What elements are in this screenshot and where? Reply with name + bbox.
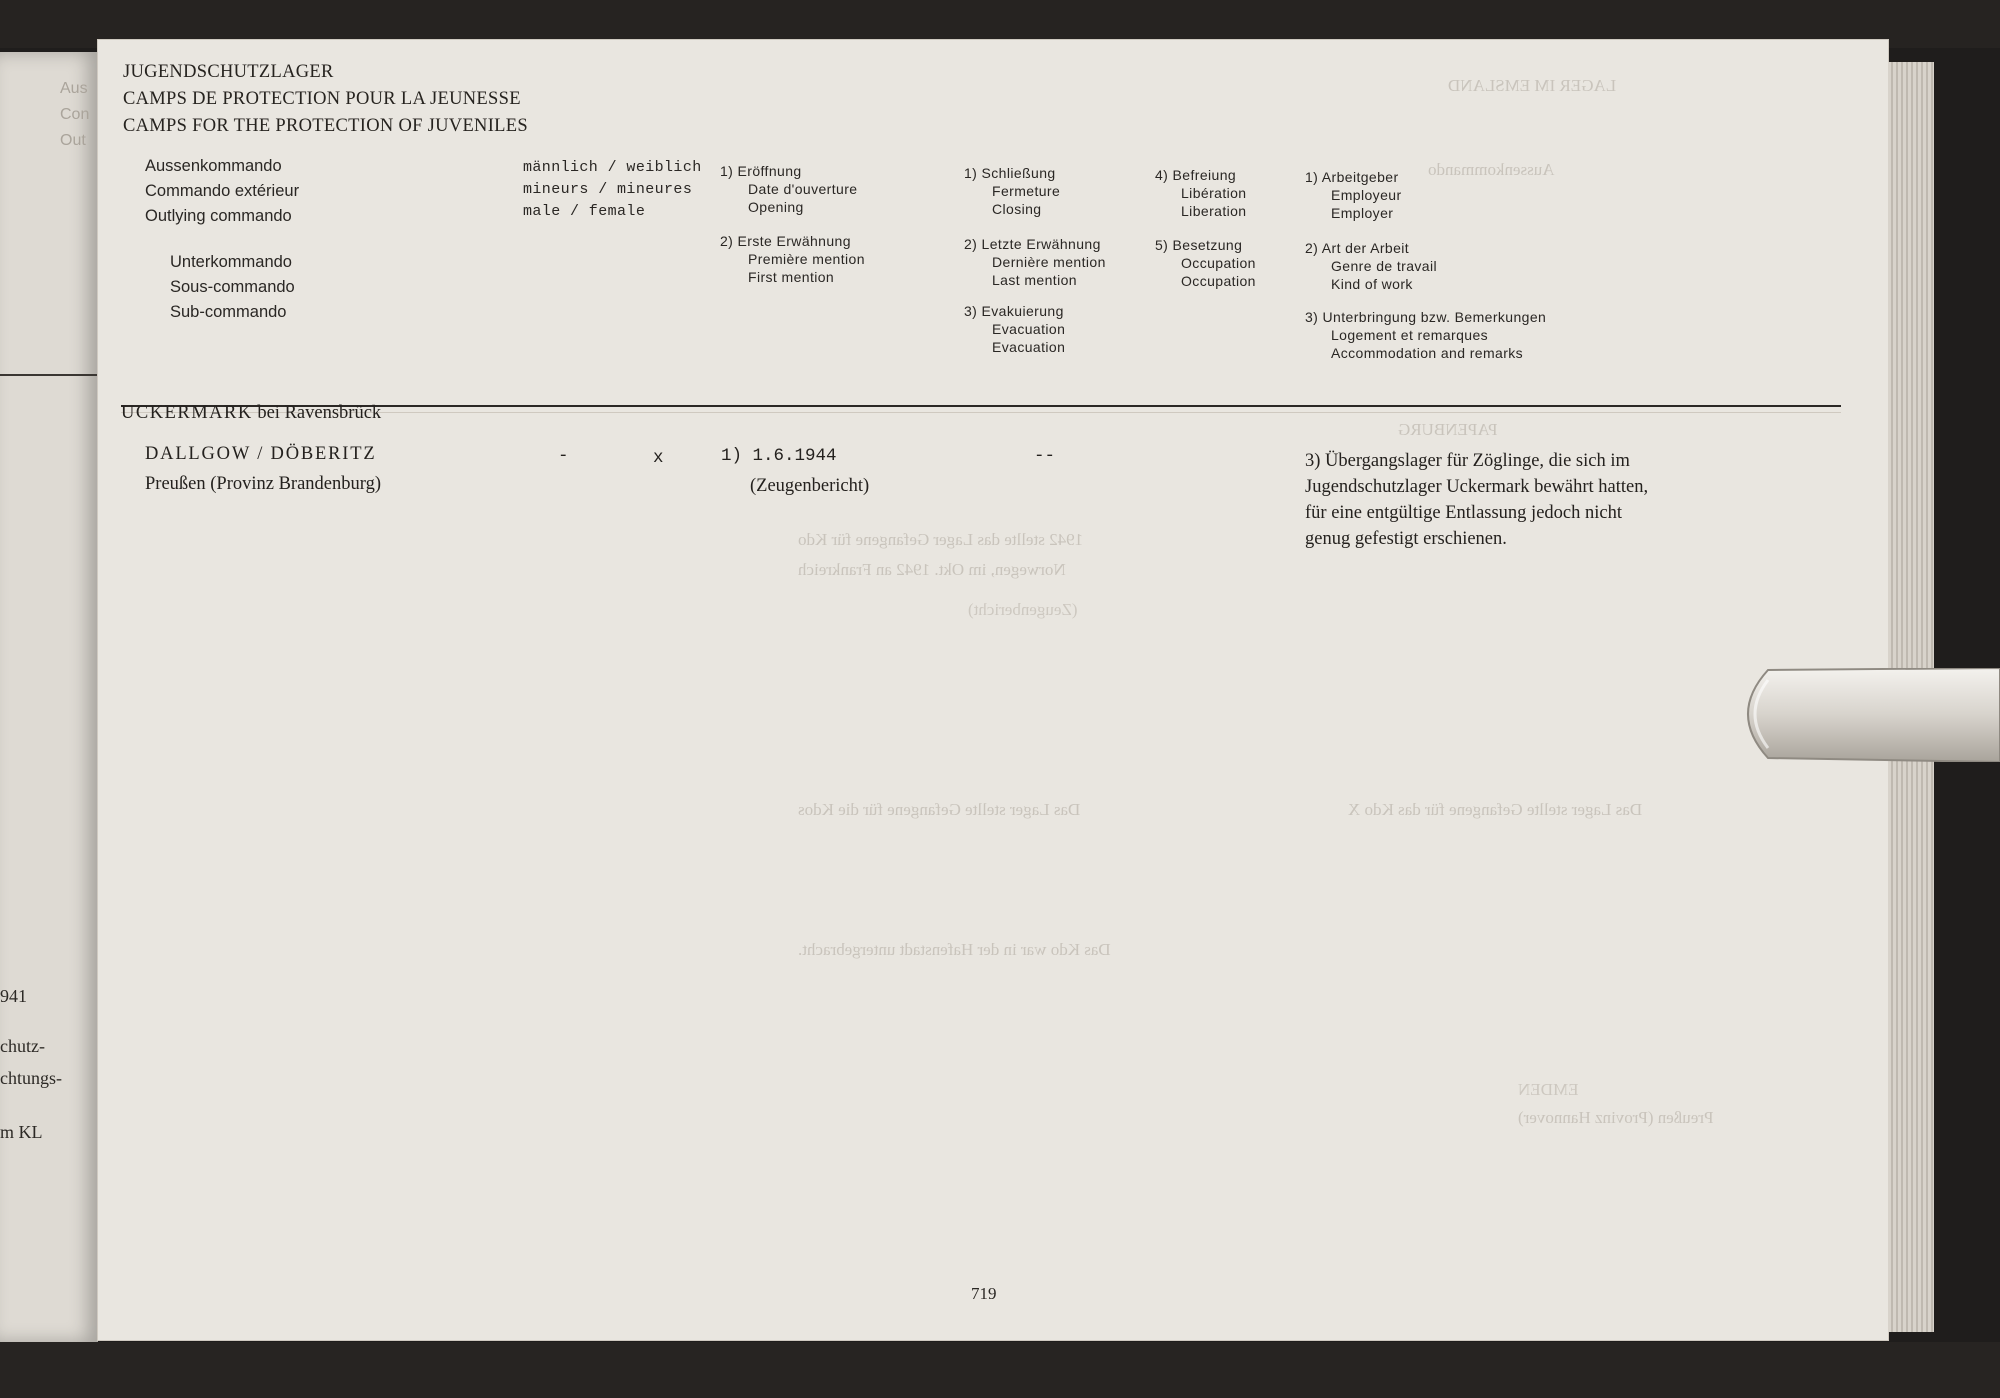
opening-date: 1) 1.6.1944 (721, 446, 837, 466)
header-remarks: 3) Unterbringung bzw. Bemerkungen Logement et remarques Accommodation and remarks (1305, 309, 1547, 361)
header-liberation: 4) Befreiung Libération Liberation (1155, 167, 1247, 219)
book-page: LAGER IM EMSLAND Aussenkommando PAPENBURG 1942 stellte das Lager Gefangene für Kdo Norwegen, im Okt. 1942 an Frankreich (Zeugenbericht) Das Lager stellte Gefangene für die Kdos Das Lager stellte Gefangene für das Kdo X Das Kdo war in der Hafenstadt untergebracht. EMDEN Preußen (Provinz Hannover) JUGENDSCHUTZLAGER CAMPS DE PROTECTION POUR LA JEUNESSE CAMPS FOR THE PROTECTION OF JUVENILES Aussenkommando Commando extérieur Outlying commando Unterkommando Sous-commando Sub-commando männlich / weiblich mineurs / mineures male / female 1) Eröffnung Date d'ouverture Opening 2) Erste Erwähnung Première mention First mention 1) Schließung Fermeture Closing 2) Letzte Erwähnung Dernière mention Last mention 3) Evakuierung Evacuation Evacuation 4) Befreiung Libération Liberation 5) Besetzung Occupation Occupation 1) Arbeitgeber Employeur Employer 2) Art der Arbeit Genre de travail Kind of work 3) Unterbringung bzw. Bemerkungen Logement et remarques Accommodation and remarks UCKERMARK bei Ravensbrück DALLGOW / DÖBERITZ Preußen (Provinz Brandenburg) - x 1) 1.6.1944 (Zeugenbericht) -- 3) Übergangslager für Zöglinge, die sich im Jugendschutzlager Uckermark bewährt hatten, für eine entgültige Entlassung jedoch nicht genug gefestigt erschienen. 719 (98, 40, 1888, 1340)
closing-mark: -- (1034, 446, 1056, 466)
header-employer: 1) Arbeitgeber Employeur Employer (1305, 169, 1402, 221)
header-sub: Unterkommando Sous-commando Sub-commando (170, 253, 295, 321)
header-evacuation: 3) Evakuierung Evacuation Evacuation (964, 303, 1066, 355)
left-page-edge: Aus Con Out 941 chutz- chtungs- m KL (0, 52, 98, 1342)
page-clip (1728, 668, 2000, 762)
remarks-text: 3) Übergangslager für Zöglinge, die sich im Jugendschutzlager Uckermark bewährt hatten, für eine entgültige Entlassung jedoch nicht genug gefestigt erschienen. (1305, 451, 1649, 549)
header-gender: männlich / weiblich mineurs / mineures male / female (523, 159, 702, 220)
left-page-fragment: chutz- (0, 1036, 45, 1056)
header-first-mention: 2) Erste Erwähnung Première mention First mention (720, 233, 865, 285)
left-page-fragment: chtungs- (0, 1068, 62, 1088)
left-page-fragment: 941 (0, 986, 27, 1006)
header-work: 2) Art der Arbeit Genre de travail Kind of work (1305, 240, 1438, 292)
male-mark: - (558, 446, 569, 466)
opening-source: (Zeugenbericht) (750, 476, 870, 496)
camp-region: Preußen (Provinz Brandenburg) (145, 474, 381, 494)
header-last-mention: 2) Letzte Erwähnung Dernière mention Last mention (964, 236, 1106, 288)
title-de: JUGENDSCHUTZLAGER (123, 62, 334, 82)
page-number: 719 (971, 1284, 997, 1303)
title-fr: CAMPS DE PROTECTION POUR LA JEUNESSE (123, 89, 521, 109)
section-heading: UCKERMARK bei Ravensbrück (121, 403, 382, 423)
camp-name: DALLGOW / DÖBERITZ (145, 444, 377, 464)
header-closing: 1) Schließung Fermeture Closing (964, 165, 1061, 217)
scan-background-bottom (0, 1342, 2000, 1398)
header-occupation: 5) Besetzung Occupation Occupation (1155, 237, 1256, 289)
female-mark: x (653, 448, 664, 468)
header-outlying: Aussenkommando Commando extérieur Outlying commando (145, 157, 300, 225)
title-en: CAMPS FOR THE PROTECTION OF JUVENILES (123, 116, 528, 136)
left-page-fragment: m KL (0, 1122, 43, 1142)
header-opening: 1) Eröffnung Date d'ouverture Opening (720, 163, 858, 215)
